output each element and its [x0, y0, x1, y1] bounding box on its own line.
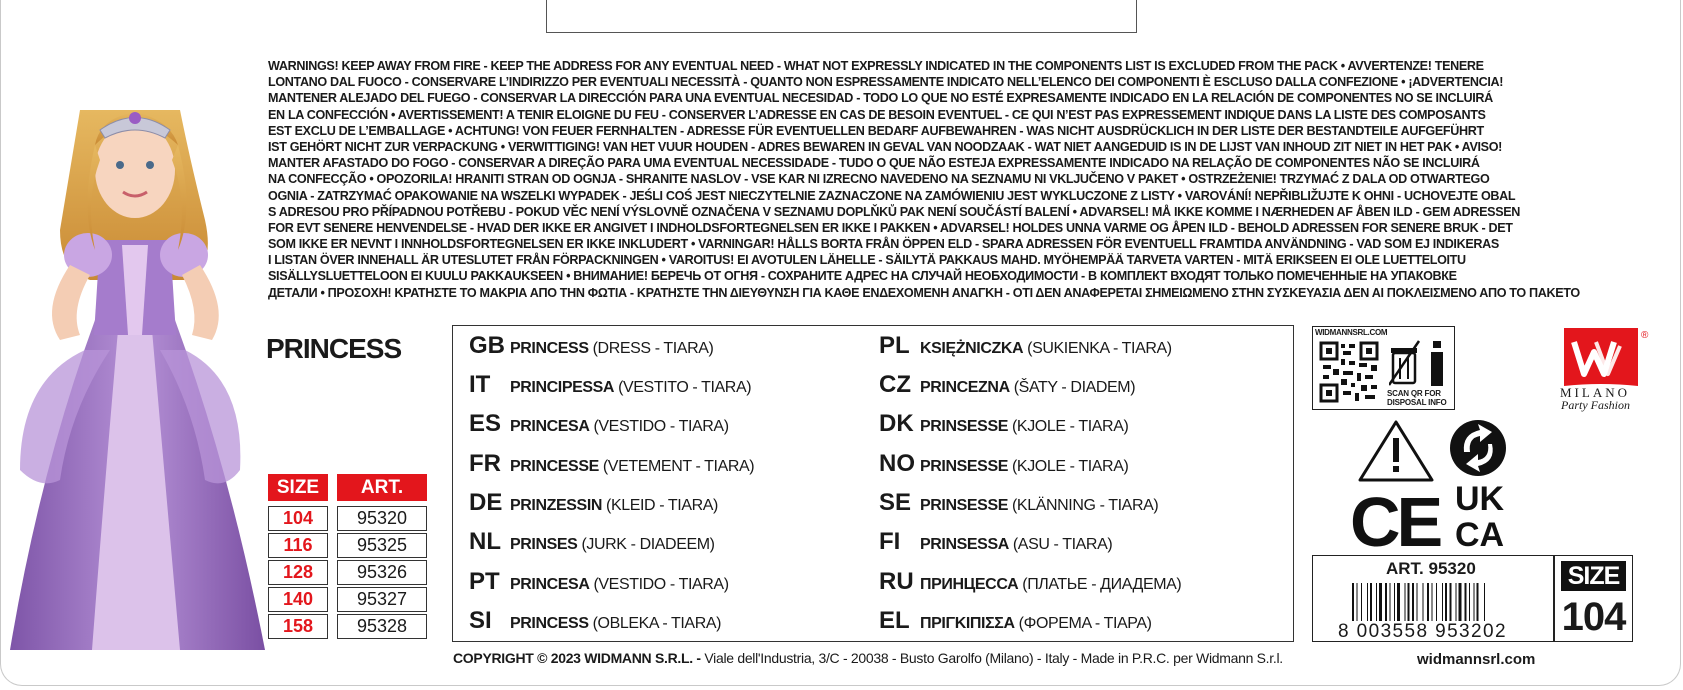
warning-line: ДЕТАЛИ • ΠΡΟΣΟΧΗ! ΚΡΑΤΗΣΤΕ ΤΟ ΜΑΚΡΙΑ ΑΠΟ ΤΗΝ ΦΩΤΙΑ - ΚΡΑΤΗΣΤΕ ΤΗΝ ΔΙΕΥΘΥΝΣΗ ΓΙΑ ΚΑΘΕ ΕΝΔΕΧΟΜΕΝΗ ΑΝΑΓΚΗ - ΟΤΙ ΔΕΝ ΑΝΑΦΕΡΕΤΑΙ ΣΗΜΕΙΩΜΕΝΟ ΣΤΗΝ ΣΥΣΚΕΥΑΣΙΑ ΔΕΝ ΑΙ ΠΟΚΛΕΙΣΜΕΝΟ ΑΠΟ ΤΟ ΠΑΚΕΤΟ [268, 285, 1580, 300]
ce-mark: CE [1350, 483, 1440, 553]
warning-line: EST EXCLU DE L’EMBALLAGE • ACHTUNG! VON FEUER FERNHALTEN - ADRESSE FÜR EVENTUELLEN BEDARF AUFBEWAHREN - WAS NICHT AUSDRÜCKLICH IN DER LISTE DER BESTANDTEILE AUFGEFÜHRT [268, 123, 1484, 138]
barcode-bar [1442, 583, 1443, 621]
warning-line: EN LA CONFECCIÓN • AVERTISSEMENT! A TENIR ELOIGNE DU FEU - CONSERVER L’ADRESSE EN CAS DE BESOIN EVENTUEL - CE QUI N’EST PAS EXPRESSEMENT INDIQUE DANS LA LISTE DES COMPOSANTS [268, 107, 1486, 122]
qr-site-label: WIDMANNSRL.COM [1315, 328, 1388, 337]
warning-line: S ADRESOU PRO PŘÍPADNOU POTŘEBU - POKUD VĚC NENÍ VÝSLOVNĚ OZNAČENA V SEZNAMU DOPLŇKŮ PAK NENÍ SOUČÁSTÍ BALENÍ • ADVARSEL! MÅ IKKE KOMME I NÆRHEDEN AF ÅBEN ILD - GEM ADRESSEN [268, 204, 1521, 219]
language-entry [469, 332, 713, 362]
table-row [268, 587, 427, 612]
barcode-bar [1361, 583, 1362, 621]
language-description: (ПЛАТЬЕ - ДИАДЕМА) [1022, 576, 1182, 593]
language-product-name: PRINSESSE [920, 418, 1008, 435]
warning-line: WARNINGS! KEEP AWAY FROM FIRE - KEEP THE ADDRESS FOR ANY EVENTUAL NEED - WHAT NOT EXPRESSLY INDICATED IN THE COMPONENTS LIST IS EXCLUDED FROM THE PACK • AVVERTENZE! TENERE [268, 59, 1484, 73]
barcode-bar [1465, 583, 1467, 621]
language-product-name: PRINSESSE [920, 458, 1008, 475]
barcode-bar [1456, 583, 1457, 621]
barcode-bar [1412, 583, 1414, 621]
language-code: EL [879, 607, 910, 634]
language-entry [879, 410, 1128, 440]
warning-line: LONTANO DAL FUOCO - CONSERVARE L’INDIRIZZO PER EVENTUALI NECESSITÀ - QUANTO NON ESPRESSAMENTE INDICATO NELL’ELENCO DEI COMPONENTI È ESCLUSO DALLA CONFEZIONE • ¡ADVERTENCIA! [268, 75, 1504, 90]
barcode-bar [1459, 583, 1462, 621]
uk-mark: UK [1455, 480, 1505, 518]
table-row [268, 560, 427, 585]
barcode-bar [1379, 583, 1382, 621]
website-url: widmannsrl.com [1417, 651, 1536, 668]
size-cell: 158 [268, 614, 328, 639]
size-cell: 128 [268, 560, 328, 585]
art-cell: 95320 [337, 506, 427, 531]
language-code: DK [879, 410, 914, 437]
language-code: FI [879, 528, 901, 555]
warning-line: OGNIA - ZATRZYMAĆ OPAKOWANIE NA WSZELKI WYPADEK - JEŚLI COŚ JEST NIECZYTELNIE ZAZNACZONE NA ZAMÓWIENIU JEST WYKLUCZONE Z LISTY • VAROVÁNÍ! NEPŘIBLIŽUJTE K OHNI - UCHOVEJTE OBAL [268, 188, 1516, 203]
barcode-bar [1436, 583, 1437, 621]
language-code: PT [469, 568, 500, 595]
table-row [268, 614, 427, 639]
language-code: NO [879, 450, 915, 477]
barcode-art-label: ART. 95320 [1386, 559, 1476, 578]
language-description: (KJOLE - TIARA) [1012, 458, 1129, 475]
language-code: DE [469, 489, 503, 516]
art-header: ART. [337, 474, 427, 501]
barcode-bar [1450, 583, 1452, 621]
barcode-bars-icon [1352, 583, 1532, 621]
barcode-bar [1474, 583, 1475, 621]
qr-scan-caption [1387, 389, 1446, 407]
barcode-bar [1477, 583, 1479, 621]
language-entry [469, 371, 751, 401]
language-product-name: PRINZESSIN [510, 497, 603, 514]
warning-line: NA CONFECÇÃO • OPOZORILA! HRANITI STRAN OD OGNJA - SHRANITE NASLOV - VSE KAR NI IZRECNO NAVEDENO NA SEZNAMU NI VKLJUČENO V PAKET • OSTRZEŻENIE! TRZYMAĆ Z DALA OD OTWARTEGO [268, 172, 1490, 187]
language-entry [879, 607, 1152, 637]
barcode-bar [1397, 583, 1400, 621]
size-badge-value: 104 [1561, 595, 1626, 639]
barcode-bar [1370, 583, 1372, 621]
barcode-bar [1385, 583, 1387, 621]
language-description: (KLEID - TIARA) [606, 497, 718, 514]
language-description: (KJOLE - TIARA) [1012, 418, 1129, 435]
size-cell: 104 [268, 506, 328, 531]
qr-disposal-block [1312, 326, 1455, 410]
barcode-bar [1376, 583, 1377, 621]
language-entry [879, 450, 1128, 480]
size-header: SIZE [268, 474, 328, 501]
language-product-name: PRINCEZNA [920, 379, 1010, 396]
barcode-bar [1484, 583, 1485, 621]
language-description: (ŠATY - DIADEM) [1013, 379, 1136, 396]
language-code: SI [469, 607, 492, 634]
barcode-digits: 8 003558 953202 [1338, 621, 1507, 642]
barcode-bar [1352, 583, 1354, 621]
language-product-name: PRINCESSE [510, 458, 599, 475]
warning-line: FOR EVT SENERE HENVENDELSE - HVAD DER IKKE ER ANGIVET I INDHOLDSFORTEGNELSEN ER IKKE I PAKKEN • ADVARSEL! HOLDES UNNA VARME OG ÅPEN ILD - BEHOLD ADRESSEN FOR SENERE BRUK - DET [268, 220, 1513, 235]
copyright-line [453, 650, 1283, 666]
copyright-address: Viale dell'Industria, 3/C - 20038 - Busto Garolfo (Milano) - Italy - Made in P.R.C. per Widmann S.r.l. [700, 650, 1283, 666]
language-entry [469, 528, 715, 558]
language-entry [879, 332, 1172, 362]
logo-city: MILANO [1560, 385, 1630, 400]
logo-tagline: Party Fashion [1561, 398, 1630, 412]
art-cell: 95325 [337, 533, 427, 558]
language-product-name: PRINCESA [510, 418, 590, 435]
language-entry [469, 450, 754, 480]
barcode-bar [1417, 583, 1418, 621]
language-code: IT [469, 371, 491, 398]
compliance-marks [1350, 418, 1520, 553]
language-description: (OBLEKA - TIARA) [592, 615, 722, 632]
language-description: (VETEMENT - TIARA) [602, 458, 755, 475]
art-cell: 95327 [337, 587, 427, 612]
safety-warnings-text [268, 58, 1638, 301]
barcode-bar [1390, 583, 1391, 621]
top-tab-outline [546, 0, 1137, 33]
qr-code-icon [1319, 341, 1379, 403]
barcode-bar [1405, 583, 1406, 621]
language-code: PL [879, 332, 910, 359]
table-row [268, 533, 427, 558]
language-code: ES [469, 410, 502, 437]
warning-line: SISÄLLYSLUETTELOON EI KUULU PAKKAUKSEEN • ВНИМАНИЕ! БЕРЕЧЬ ОТ ОГНЯ - СОХРАНИТЕ АДРЕС НА СЛУЧАЙ НЕОБХОДИМОСТИ - В КОМПЛЕКТ ВХОДЯТ ТОЛЬКО ПОМЕЧЕННЫЕ НА УПАКОВКЕ [268, 269, 1457, 284]
art-cell: 95328 [337, 614, 427, 639]
size-badge-label: SIZE [1561, 561, 1626, 591]
language-names-box [452, 325, 1294, 642]
warning-line: IST GEHÖRT NICHT ZUR VERPACKUNG • VERWITTIGING! VAN HET VUUR HOUDEN - ADRES BEWAREN IN GEVAL VAN NOODZAAK - WAT NIET AANGEDUID IS IN DE LIJST VAN INHOUD ZIT NIET IN HET PAK • AVISO! [268, 139, 1503, 154]
girl-princess-costume-image [0, 50, 275, 690]
language-code: SE [879, 489, 912, 516]
language-description: (ΦΟΡΕΜΑ - ΤΙΑΡΑ) [1018, 615, 1152, 632]
language-code: NL [469, 528, 501, 555]
warning-line: SOM IKKE ER NEVNT I INNHOLDSFORTEGNELSEN ER IKKE INKLUDERT • VARNINGAR! HÅLLS BORTA FRÅN ÖPPEN ELD - SPARA ADRESSEN FÖR EVENTUELL FRAMTIDA ANVÄNDNING - VAD SOM EJ INDIKERAS [268, 237, 1499, 252]
warning-triangle-icon [1360, 422, 1432, 480]
language-product-name: ПРИНЦЕССА [920, 576, 1019, 593]
ca-mark: CA [1455, 516, 1505, 553]
language-product-name: PRINSESSE [920, 497, 1008, 514]
language-entry [879, 568, 1181, 598]
language-description: (VESTIDO - TIARA) [593, 418, 729, 435]
barcode-bar [1445, 583, 1447, 621]
language-entry [469, 607, 721, 637]
language-product-name: PRINCIPESSA [510, 379, 615, 396]
barcode-bar [1423, 583, 1424, 621]
language-product-name: ΠΡΙΓΚΙΠΙΣΣΑ [920, 615, 1015, 632]
size-table-header [268, 474, 427, 501]
size-article-table [268, 474, 427, 639]
disposal-bin-icon [1389, 337, 1451, 389]
language-description: (JURK - DIADEEM) [581, 536, 715, 553]
barcode-bar [1469, 583, 1470, 621]
art-cell: 95326 [337, 560, 427, 585]
barcode-bar [1408, 583, 1410, 621]
language-entry [469, 410, 729, 440]
language-product-name: PRINCESA [510, 576, 590, 593]
language-entry [469, 489, 718, 519]
language-entry [469, 568, 729, 598]
language-description: (ASU - TIARA) [1012, 536, 1113, 553]
language-description: (VESTITO - TIARA) [618, 379, 752, 396]
language-product-name: PRINSES [510, 536, 578, 553]
barcode-bar [1432, 583, 1433, 621]
warning-line: MANTER AFASTADO DO FOGO - CONSERVAR A DIREÇÃO PARA UMA EVENTUAL NECESSIDADE - TUDO O QUE NÃO ESTEJA EXPRESSAMENTE INDICADO NA RELAÇÃO DE COMPONENTES NÃO SE INCLUIRÁ [268, 156, 1480, 171]
warning-line: I LISTAN ÖVER INNEHALL ÄR UTESLUTET FRÅN FÖRPACKNINGEN • VAROITUS! EI AVOTULEN LÄHELLE - SÄILYTÄ PAKKAUS MAHD. MYÖHEMPÄÄ TARVETA VARTEN - MITÄ ERIKSEEN EI OLE LUETTELOITU [268, 253, 1466, 268]
language-entry [879, 489, 1158, 519]
logo-registered-mark: ® [1641, 330, 1649, 341]
language-description: (DRESS - TIARA) [592, 340, 714, 357]
product-title: PRINCESS [266, 333, 402, 364]
barcode-bar [1367, 583, 1368, 621]
size-cell: 116 [268, 533, 328, 558]
language-description: (VESTIDO - TIARA) [593, 576, 729, 593]
language-code: RU [879, 568, 914, 595]
language-entry [879, 371, 1135, 401]
copyright-bold: COPYRIGHT © 2023 WIDMANN S.R.L. - [453, 650, 701, 666]
language-product-name: KSIĘŻNICZKA [920, 340, 1024, 357]
language-product-name: PRINSESSA [920, 536, 1009, 553]
qr-scan-line: DISPOSAL INFO [1387, 398, 1447, 407]
barcode-bar [1357, 583, 1358, 621]
warning-line: MANTENER ALEJADO DEL FUEGO - CONSERVAR LA DIRECCIÓN PARA UNA EVENTUAL NECESIDAD - TODO LO QUE NO ESTÉ EXPRESAMENTE INDICADO EN LA RELACIÓN DE COMPONENTES NO SE INCLUIRÁ [268, 91, 1493, 106]
language-product-name: PRINCESS [510, 615, 589, 632]
language-code: GB [469, 332, 505, 359]
size-cell: 140 [268, 587, 328, 612]
recycle-icon [1450, 420, 1506, 476]
language-description: (SUKIENKA - TIARA) [1027, 340, 1172, 357]
qr-scan-line: SCAN QR FOR [1387, 389, 1441, 398]
barcode-bar [1394, 583, 1395, 621]
barcode-bar [1427, 583, 1429, 621]
language-entry [879, 528, 1112, 558]
table-row [268, 506, 427, 531]
language-description: (KLÄNNING - TIARA) [1012, 497, 1159, 514]
language-code: FR [469, 450, 501, 477]
language-product-name: PRINCESS [510, 340, 589, 357]
language-code: CZ [879, 371, 911, 398]
barcode-divider [1553, 555, 1555, 642]
